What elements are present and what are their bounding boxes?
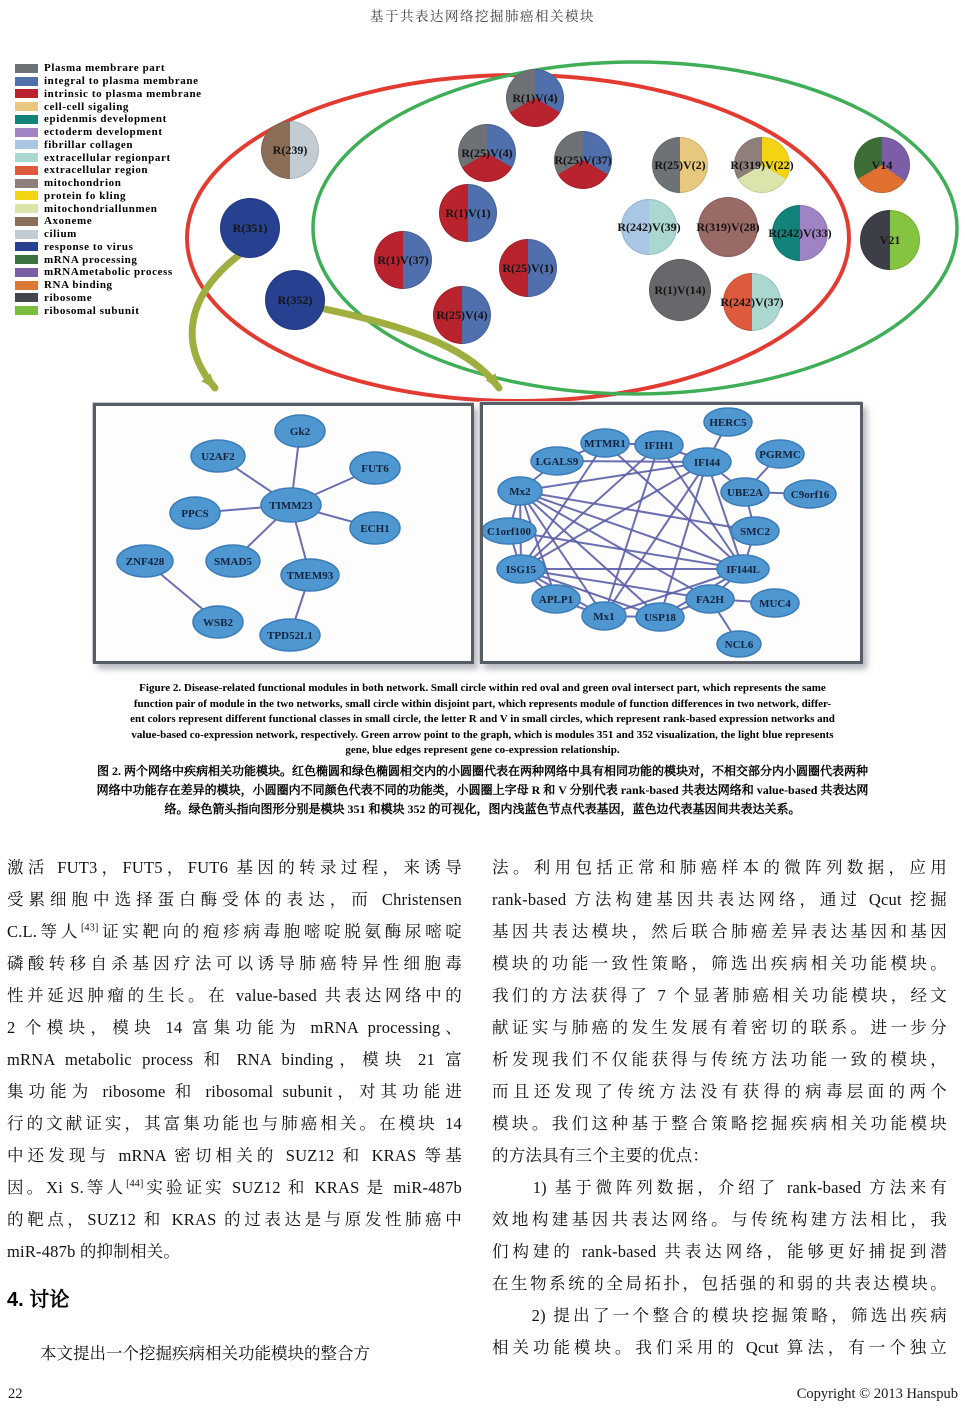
legend-item (15, 62, 202, 75)
legend-label: cell-cell sigaling (44, 100, 130, 113)
legend-label: mRNA processing (44, 253, 138, 266)
legend-swatch (15, 230, 38, 239)
body-line: 集功能为 ribosome 和 ribosomal subunit，对其功能进 (7, 1082, 462, 1101)
legend-item (15, 228, 202, 241)
legend-item (15, 215, 202, 228)
legend-label: intrinsic to plasma membrane (44, 87, 202, 100)
body-line: 献证实与肺癌的发生发展有着密切的联系。进一步分 (492, 1018, 947, 1037)
legend-label: response to virus (44, 240, 134, 253)
network-node-label: Mx2 (509, 485, 531, 498)
pie-node-label: R(1)V(1) (445, 205, 491, 220)
legend-item (15, 75, 202, 88)
network-node-label: ECH1 (360, 522, 390, 535)
pie-node (499, 239, 557, 297)
network-node-label: PPCS (181, 507, 209, 520)
body-line: 而且还发现了传统方法没有获得的病毒层面的两个 (492, 1082, 947, 1101)
network-node-label: USP18 (644, 611, 676, 624)
module-352-graph (480, 402, 863, 664)
network-node-label: NCL6 (724, 638, 754, 651)
legend-label: Plasma membrare part (44, 62, 166, 75)
body-line: 的靶点，SUZ12 和 KRAS 的过表达是与原发性肺癌中 (7, 1210, 462, 1229)
legend-swatch (15, 204, 38, 213)
figure-caption-english (4, 681, 961, 759)
network-node-label: MUC4 (759, 597, 791, 610)
network-node-label: ISG15 (506, 563, 536, 576)
pie-node-label: R(242)V(37) (720, 294, 784, 309)
caption-line-en: function pair of module in the two networks, small circle within disjoint part, which represents module of function differences in two network, differ- (133, 697, 832, 710)
network-node-label: TPD52L1 (267, 629, 313, 642)
legend-item (15, 202, 202, 215)
network-node-label: ZNF428 (125, 555, 165, 568)
pie-node-label: R(351) (232, 220, 268, 235)
network-node-label: TMEM93 (286, 569, 334, 582)
legend-item (15, 100, 202, 113)
legend-label: integral to plasma membrane (44, 75, 199, 88)
body-line: 相关功能模块。我们采用的 Qcut 算法，有一个独立 (492, 1338, 947, 1357)
pie-node (768, 205, 832, 261)
legend-swatch (15, 293, 38, 302)
legend-swatch (15, 77, 38, 86)
legend-swatch (15, 281, 38, 290)
network-node-label: C9orf16 (790, 488, 830, 501)
pie-node-label: V14 (871, 157, 893, 172)
pie-node (652, 137, 708, 193)
legend-item (15, 126, 202, 139)
legend (15, 62, 202, 317)
page-number: 22 (8, 1386, 23, 1402)
caption-line-zh: 网络中功能存在差异的模块，小圆圈内不同颜色代表不同的功能类，小圆圈上字母 R 和 V 分别代表 rank-based 共表达网络和 value-based 共表达网 (96, 782, 869, 797)
network-node-label: HERC5 (709, 416, 747, 429)
legend-item (15, 113, 202, 126)
legend-swatch (15, 242, 38, 251)
pie-node (433, 286, 491, 344)
body-line: 1) 基于微阵列数据，介绍了 rank-based 方法来有 (492, 1178, 947, 1197)
legend-item (15, 279, 202, 292)
body-line: 法。利用包括正常和肺癌样本的微阵列数据，应用 (492, 858, 947, 877)
body-line: 受累细胞中选择蛋白酶受体的表达，而 Christensen (7, 890, 462, 909)
network-node-label: IFI44 (693, 456, 721, 469)
body-line: 们构建的 rank-based 共表达网络，能够更好捕捉到潜 (492, 1242, 947, 1261)
legend-swatch (15, 128, 38, 137)
network-node-label: TIMM23 (269, 499, 313, 512)
network-node-label: U2AF2 (201, 450, 235, 463)
pie-node-label: R(319)V(28) (696, 219, 760, 234)
pie-node-label: R(239) (272, 142, 308, 157)
left-column (7, 852, 462, 1370)
legend-swatch (15, 89, 38, 98)
body-line: 行的文献证实，其富集功能也与肺癌相关。在模块 14 (7, 1114, 462, 1133)
body-line: 的方法具有三个主要的优点： (492, 1146, 710, 1165)
legend-swatch (15, 268, 38, 277)
caption-line-en: value-based co-expression network, respectively. Green arrow point to the graph, which is modules 351 and 352 visualization, the light blue represents (131, 728, 834, 741)
legend-item (15, 292, 202, 305)
pie-node (617, 199, 681, 255)
section-heading: 4. 讨论 (7, 1289, 70, 1311)
body-line: rank-based 方法构建基因共表达网络，通过 Qcut 挖掘 (492, 890, 947, 909)
legend-label: mRNAmetabolic process (44, 266, 173, 279)
body-line: C.L.等人[43]证实靶向的疱疹病毒胞嘧啶脱氨酶尿嘧啶 (7, 922, 462, 941)
module-351-graph (93, 403, 474, 664)
body-line: mRNA metabolic process 和 RNA binding，模块 21 富 (7, 1050, 462, 1069)
legend-swatch (15, 191, 38, 200)
legend-swatch (15, 115, 38, 124)
legend-label: mitochondriallunmen (44, 202, 158, 215)
legend-label: mitochondrion (44, 177, 122, 190)
legend-swatch (15, 140, 38, 149)
figure-2 (0, 0, 965, 682)
body-line: 析发现我们不仅能获得与传统方法功能一致的模块， (492, 1050, 947, 1069)
pie-node (649, 259, 711, 321)
network-node-label: LGALS9 (535, 455, 579, 468)
pie-node (458, 124, 516, 182)
legend-label: extracellular region (44, 164, 149, 177)
network-node-label: IFI44L (726, 563, 760, 576)
body-line: 2 个模块，模块 14 富集功能为 mRNA processing、 (7, 1018, 462, 1037)
running-title: 基于共表达网络挖掘肺癌相关模块 (370, 9, 595, 24)
body-line: 因。Xi S.等人[44]实验证实 SUZ12 和 KRAS 是 miR-487b (7, 1178, 463, 1197)
pie-node-label: R(242)V(33) (768, 225, 832, 240)
legend-swatch (15, 255, 38, 264)
right-column (492, 852, 947, 1370)
legend-label: fibrillar collagen (44, 138, 134, 151)
body-line: 激活 FUT3，FUT5，FUT6 基因的转录过程，来诱导 (7, 858, 462, 877)
pie-node-label: R(25)V(37) (554, 152, 612, 167)
network-node-label: WSB2 (203, 616, 233, 629)
body-line: 在生物系统的全局拓扑，包括强的和弱的共表达模块。 (492, 1274, 947, 1293)
legend-label: epidenmis development (44, 113, 167, 126)
caption-line-zh: 络。绿色箭头指向图形分别是模块 351 和模块 352 的可视化，图内浅蓝色节点代表基因，蓝色边代表基因间共表达关系。 (164, 801, 801, 816)
pie-node (261, 121, 319, 179)
body-line: 我们的方法获得了 7 个显著肺癌相关功能模块，经文 (492, 986, 947, 1005)
pie-node-label: R(25)V(1) (502, 260, 554, 275)
pie-node-label: R(25)V(4) (461, 145, 513, 160)
legend-swatch (15, 217, 38, 226)
pie-node-label: R(25)V(2) (654, 157, 706, 172)
pie-node-label: R(1)V(37) (377, 252, 429, 267)
legend-label: protein fo kling (44, 189, 127, 202)
network-node-label: SMC2 (740, 525, 770, 538)
module-graph-canvas (96, 406, 471, 661)
pie-node (720, 273, 784, 331)
network-node-label: APLP1 (538, 593, 574, 606)
body-line: miR-487b 的抑制相关。 (7, 1242, 181, 1261)
legend-label: cilium (44, 228, 77, 241)
legend-label: RNA binding (44, 279, 113, 292)
body-line: 2) 提出了一个整合的模块挖掘策略，筛选出疾病 (492, 1306, 947, 1325)
pie-node-label: R(319)V(22) (730, 157, 794, 172)
pie-node-label: V21 (879, 232, 901, 247)
pie-node (860, 210, 920, 270)
body-line: 性并延迟肿瘤的生长。在 value-based 共表达网络中的 (7, 986, 462, 1005)
legend-item (15, 241, 202, 254)
legend-swatch (15, 102, 38, 111)
body-text (7, 852, 958, 1370)
legend-item (15, 266, 202, 279)
body-line: 基因共表达模块，然后联合肺癌差异表达基因和基因 (492, 922, 947, 941)
network-node-label: PGRMC (759, 448, 801, 461)
copyright-text: Copyright © 2013 Hanspub (796, 1386, 958, 1402)
network-node-label: Gk2 (289, 425, 311, 438)
caption-line-zh: 图 2. 两个网络中疾病相关功能模块。红色椭圆和绿色椭圆相交内的小圆圈代表在两种网络中具有相同功能的模块对，不相交部分内小圆圈代表两种 (96, 763, 868, 778)
legend-item (15, 88, 202, 101)
pie-node-label: R(1)V(4) (512, 90, 558, 105)
body-line: 中还发现与 mRNA 密切相关的 SUZ12 和 KRAS 等基 (7, 1146, 462, 1165)
network-node-label: IFIH1 (644, 439, 674, 452)
pie-node-label: R(1)V(14) (654, 282, 706, 297)
pie-node (698, 197, 758, 257)
page-footer (8, 1386, 958, 1403)
legend-swatch (15, 64, 38, 73)
caption-line-en: ent colors represent different functional classes in small circle, the letter R and V in small circles, which represent rank-based expression networks and (130, 713, 835, 726)
network-node-label: UBE2A (726, 486, 764, 499)
legend-swatch (15, 153, 38, 162)
legend-item (15, 304, 202, 317)
pie-node-label: R(242)V(39) (617, 219, 681, 234)
body-line: 模块的功能一致性策略，筛选出疾病相关功能模块。 (492, 954, 947, 973)
network-node-label: C1orf100 (487, 525, 531, 538)
legend-item (15, 253, 202, 266)
legend-swatch (15, 179, 38, 188)
legend-label: Axoneme (44, 215, 93, 228)
pie-node-label: R(352) (277, 292, 313, 307)
legend-swatch (15, 306, 38, 315)
body-line: 效地构建基因共表达网络。与传统构建方法相比，我 (492, 1210, 947, 1229)
pie-node (506, 69, 564, 127)
legend-item (15, 190, 202, 203)
network-node-label: SMAD5 (214, 555, 252, 568)
legend-label: ectoderm development (44, 126, 163, 139)
legend-item (15, 151, 202, 164)
discussion-first-line: 本文提出一个挖掘疾病相关功能模块的整合方 (7, 1344, 370, 1363)
legend-swatch (15, 166, 38, 175)
module-graph-canvas (483, 405, 860, 661)
network-node-label: FA2H (696, 593, 724, 606)
network-node-label: FUT6 (361, 462, 389, 475)
caption-line-en: gene, blue edges represent gene co-expression relationship. (345, 744, 620, 757)
figure-caption (4, 681, 961, 819)
pie-node (854, 137, 910, 193)
figure-caption-chinese (4, 762, 961, 819)
pie-node-label: R(25)V(4) (436, 307, 488, 322)
body-line: 磷酸转移自杀基因疗法可以诱导肺癌特异性细胞毒 (7, 954, 462, 973)
pie-node (554, 131, 612, 189)
legend-item (15, 164, 202, 177)
legend-item (15, 139, 202, 152)
pie-node (220, 198, 280, 258)
legend-item (15, 177, 202, 190)
legend-label: ribosomal subunit (44, 304, 140, 317)
pie-node (265, 270, 325, 330)
body-line: 模块。我们这种基于整合策略挖掘疾病相关功能模块 (492, 1114, 947, 1133)
caption-line-en: Figure 2. Disease-related functional modules in both network. Small circle within red oval and green oval intersect part, which represents the same (139, 682, 826, 694)
network-node-label: Mx1 (593, 610, 615, 623)
pie-node (439, 184, 497, 242)
legend-label: extracellular regionpart (44, 151, 171, 164)
pie-node (730, 137, 794, 193)
network-node-label: MTMR1 (584, 437, 626, 450)
legend-label: ribosome (44, 291, 93, 304)
pie-node (374, 231, 432, 289)
